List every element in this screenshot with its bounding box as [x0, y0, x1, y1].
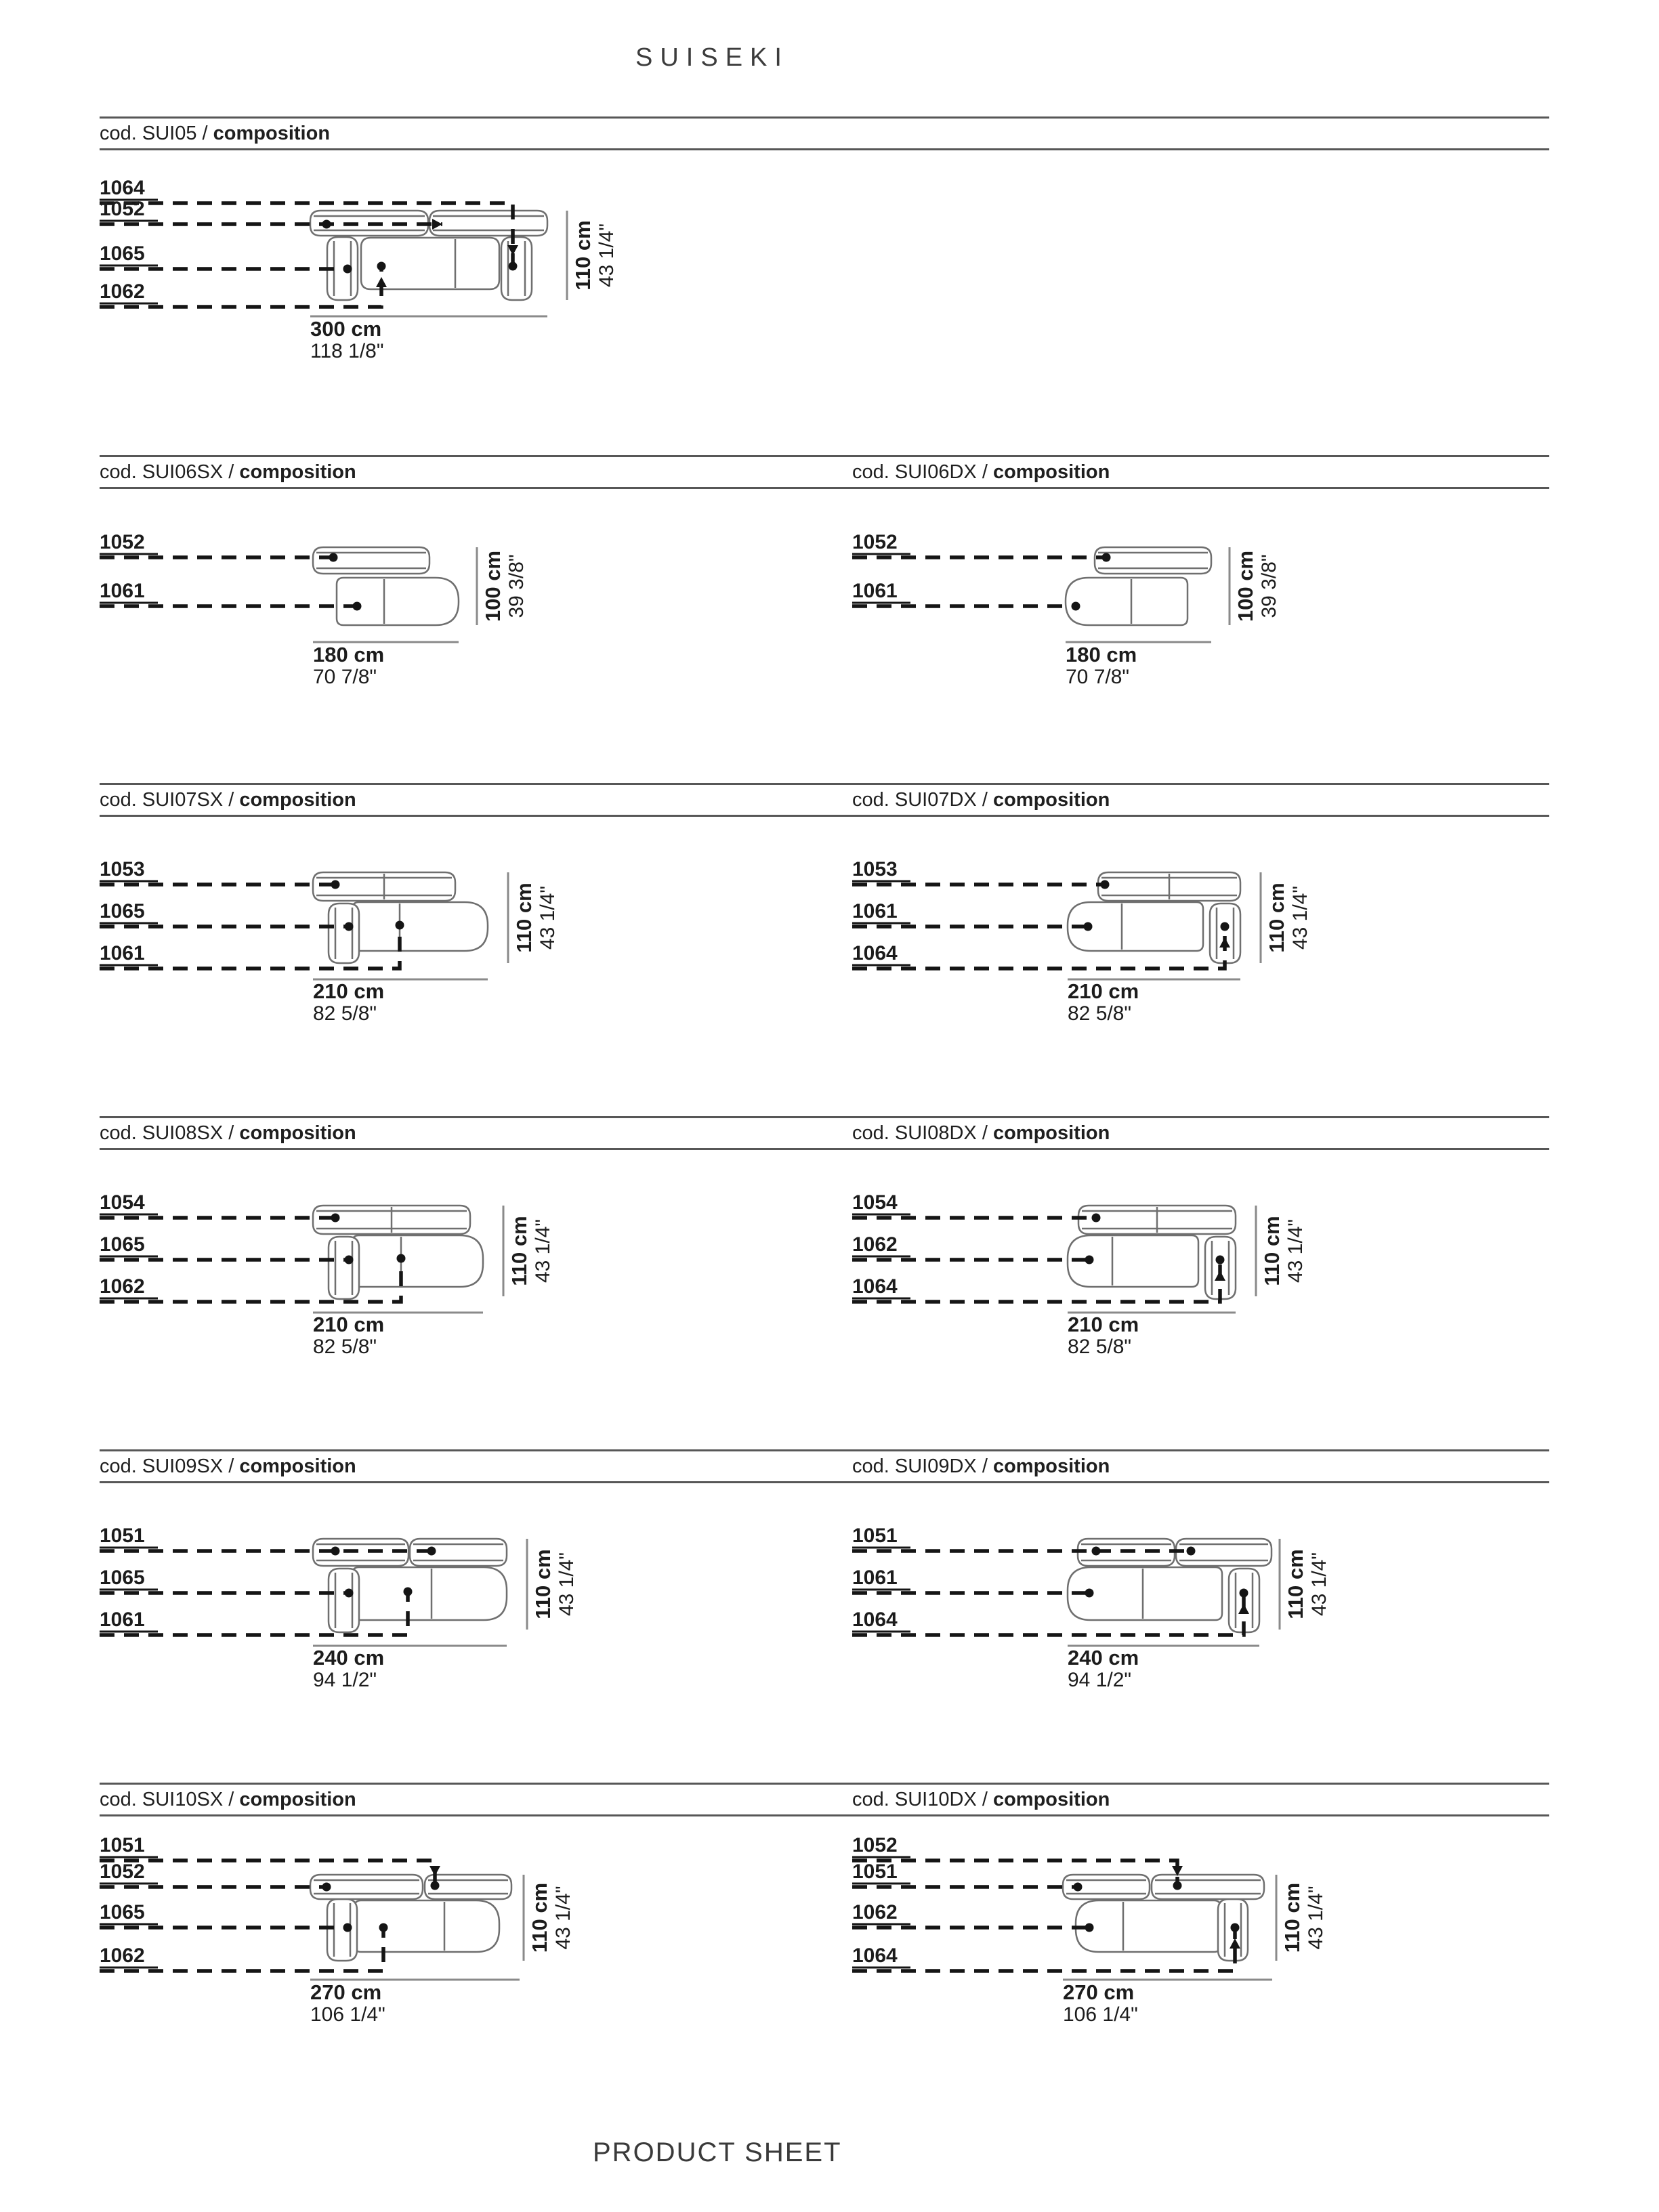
- height-dim-inches: 39 3/8": [1258, 554, 1280, 618]
- diagram-sui09sx: [100, 1449, 852, 1768]
- part-label: 1065: [100, 242, 145, 265]
- leader-endpoint-dot: [431, 1881, 440, 1890]
- part-label: 1062: [100, 280, 145, 303]
- diagram-sui06dx: [852, 455, 1605, 773]
- height-dim-inches: 43 1/4": [552, 1886, 574, 1950]
- diagram-sui05: [100, 116, 852, 435]
- section-code: cod. SUI06DX /: [852, 461, 988, 483]
- section-composition-label: composition: [992, 789, 1110, 811]
- leader-endpoint-dot: [1085, 1923, 1094, 1932]
- leader-endpoint-dot: [343, 265, 352, 274]
- width-dim-inches: 118 1/8": [310, 340, 384, 362]
- diagram-sui07sx: [100, 783, 852, 1101]
- leader-endpoint-dot: [1240, 1589, 1248, 1598]
- part-label: 1064: [100, 177, 145, 199]
- leader-endpoint-dot: [1187, 1547, 1196, 1556]
- width-dim-inches: 82 5/8": [1068, 1002, 1132, 1025]
- leader-endpoint-dot: [331, 1214, 340, 1222]
- section-code: cod. SUI09DX /: [852, 1455, 988, 1477]
- seat-cushion: [1076, 1900, 1221, 1952]
- leader-endpoint-dot: [1216, 1256, 1225, 1264]
- part-label: 1053: [100, 858, 145, 880]
- section-composition-label: composition: [239, 1122, 356, 1144]
- width-dim-cm: 210 cm: [1068, 979, 1139, 1003]
- part-label: 1054: [100, 1191, 145, 1214]
- diagram-sui10sx: [100, 1783, 852, 2101]
- part-label: 1051: [100, 1834, 145, 1856]
- seat-cushion: [337, 578, 459, 625]
- width-dim-inches: 82 5/8": [313, 1336, 377, 1358]
- width-dim-cm: 180 cm: [1066, 643, 1137, 666]
- diagram-sui06sx: [100, 455, 852, 773]
- part-label: 1052: [100, 531, 145, 553]
- height-dim-inches: 43 1/4": [555, 1552, 578, 1617]
- part-label: 1052: [100, 1860, 145, 1883]
- leader-endpoint-dot: [329, 553, 338, 562]
- section-composition-label: composition: [239, 789, 356, 811]
- section-composition-label: composition: [992, 1455, 1110, 1477]
- part-label: 1065: [100, 1901, 145, 1923]
- part-label: 1062: [852, 1901, 898, 1923]
- leader-endpoint-dot: [509, 262, 518, 271]
- leader-endpoint-dot: [345, 1589, 354, 1598]
- leader-endpoint-dot: [331, 880, 340, 889]
- section-composition-label: composition: [213, 123, 331, 144]
- armrest-panel: [327, 1899, 357, 1961]
- leader-endpoint-dot: [1102, 553, 1111, 562]
- width-dim-cm: 210 cm: [313, 1313, 385, 1336]
- seat-cushion: [352, 1567, 507, 1620]
- height-dim-inches: 43 1/4": [1305, 1886, 1327, 1950]
- section-code: cod. SUI07DX /: [852, 789, 988, 811]
- page-footer: PRODUCT SHEET: [593, 2137, 842, 2167]
- armrest-panel: [1210, 903, 1240, 963]
- height-dim-inches: 43 1/4": [1284, 1218, 1307, 1283]
- width-dim-cm: 240 cm: [1068, 1646, 1139, 1669]
- leader-endpoint-dot: [345, 1256, 354, 1264]
- sofa-plan-view: [313, 1539, 507, 1632]
- leader-endpoint-dot: [404, 1588, 413, 1596]
- sofa-plan-view: [310, 1875, 511, 1961]
- width-dim-cm: 210 cm: [1068, 1313, 1139, 1336]
- part-label: 1064: [852, 942, 898, 964]
- leader-endpoint-dot: [1221, 922, 1230, 931]
- leader-endpoint-dot: [1173, 1881, 1182, 1890]
- height-dim-cm: 110 cm: [1284, 1549, 1307, 1619]
- part-label: 1061: [100, 1609, 145, 1631]
- width-dim-inches: 94 1/2": [313, 1669, 377, 1691]
- width-dim-cm: 300 cm: [310, 317, 382, 341]
- page-title: SUISEKI: [635, 43, 789, 72]
- height-dim-cm: 110 cm: [1280, 1882, 1304, 1953]
- leader-endpoint-dot: [331, 1547, 340, 1556]
- width-dim-cm: 270 cm: [310, 1980, 382, 2004]
- height-dim-cm: 110 cm: [1265, 882, 1288, 953]
- part-label: 1061: [100, 942, 145, 964]
- diagram-sui07dx: [852, 783, 1605, 1101]
- section-code: cod. SUI05 /: [100, 123, 208, 144]
- section-code: cod. SUI07SX /: [100, 789, 234, 811]
- leader-endpoint-dot: [1074, 1883, 1083, 1892]
- seat-cushion: [354, 1900, 499, 1952]
- leader-endpoint-dot: [1085, 1589, 1094, 1598]
- section-code: cod. SUI09SX /: [100, 1455, 234, 1477]
- sofa-plan-view: [1066, 547, 1211, 625]
- part-label: 1064: [852, 1609, 898, 1631]
- leader-endpoint-dot: [1084, 922, 1093, 931]
- leader-endpoint-dot: [1072, 602, 1080, 611]
- width-dim-inches: 106 1/4": [1063, 2003, 1138, 2026]
- part-label: 1054: [852, 1191, 898, 1214]
- leader-endpoint-dot: [1101, 880, 1110, 889]
- height-dim-inches: 43 1/4": [1308, 1552, 1330, 1617]
- part-label: 1061: [100, 580, 145, 602]
- part-label: 1061: [852, 1567, 898, 1589]
- diagram-sui08sx: [100, 1116, 852, 1434]
- back-cushion: [1152, 1875, 1264, 1899]
- part-label: 1062: [100, 1944, 145, 1967]
- part-label: 1065: [100, 1567, 145, 1589]
- height-dim-inches: 43 1/4": [532, 1218, 554, 1283]
- part-label: 1065: [100, 900, 145, 922]
- leader-endpoint-dot: [1092, 1214, 1101, 1222]
- section-composition-label: composition: [239, 461, 356, 483]
- width-dim-inches: 82 5/8": [1068, 1336, 1132, 1358]
- part-label: 1051: [852, 1860, 898, 1883]
- leader-endpoint-dot: [397, 1254, 406, 1263]
- section-code: cod. SUI08DX /: [852, 1122, 988, 1144]
- leader-endpoint-dot: [1085, 1256, 1094, 1264]
- section-composition-label: composition: [239, 1455, 356, 1477]
- height-dim-cm: 110 cm: [1260, 1216, 1284, 1286]
- leader-endpoint-dot: [322, 220, 331, 229]
- height-dim-cm: 110 cm: [507, 1216, 531, 1286]
- width-dim-cm: 240 cm: [313, 1646, 385, 1669]
- height-dim-cm: 100 cm: [1234, 550, 1257, 622]
- leader-endpoint-dot: [343, 1923, 352, 1932]
- part-label: 1053: [852, 858, 898, 880]
- leader-endpoint-dot: [427, 1547, 436, 1556]
- leader-endpoint-dot: [377, 262, 386, 271]
- height-dim-inches: 43 1/4": [595, 223, 618, 288]
- armrest-panel: [329, 1569, 359, 1632]
- width-dim-cm: 180 cm: [313, 643, 385, 666]
- part-label: 1051: [100, 1525, 145, 1547]
- leader-endpoint-dot: [1231, 1923, 1240, 1932]
- armrest-panel: [329, 1237, 359, 1299]
- width-dim-inches: 70 7/8": [313, 666, 377, 688]
- section-code: cod. SUI08SX /: [100, 1122, 234, 1144]
- part-label: 1061: [852, 900, 898, 922]
- height-dim-cm: 110 cm: [531, 1549, 555, 1619]
- width-dim-inches: 82 5/8": [313, 1002, 377, 1025]
- back-cushion: [429, 211, 547, 236]
- section-composition-label: composition: [992, 1122, 1110, 1144]
- seat-cushion: [352, 902, 488, 951]
- part-label: 1052: [852, 1834, 898, 1856]
- part-label: 1051: [852, 1525, 898, 1547]
- section-composition-label: composition: [992, 461, 1110, 483]
- part-label: 1064: [852, 1944, 898, 1967]
- section-code: cod. SUI06SX /: [100, 461, 234, 483]
- section-composition-label: composition: [239, 1789, 356, 1810]
- seat-cushion: [352, 1235, 483, 1287]
- height-dim-inches: 43 1/4": [1289, 885, 1311, 950]
- part-label: 1065: [100, 1233, 145, 1256]
- part-label: 1062: [852, 1233, 898, 1256]
- part-label: 1052: [852, 531, 898, 553]
- leader-endpoint-dot: [322, 1883, 331, 1892]
- width-dim-cm: 270 cm: [1063, 1980, 1135, 2004]
- width-dim-inches: 70 7/8": [1066, 666, 1130, 688]
- leader-endpoint-dot: [379, 1923, 388, 1932]
- seat-cushion: [1066, 578, 1188, 625]
- part-label: 1064: [852, 1275, 898, 1298]
- leader-endpoint-dot: [345, 922, 354, 931]
- part-label: 1061: [852, 580, 898, 602]
- diagram-sui08dx: [852, 1116, 1605, 1434]
- diagram-sui10dx: [852, 1783, 1605, 2101]
- height-dim-inches: 43 1/4": [537, 885, 559, 950]
- leader-endpoint-dot: [396, 921, 404, 930]
- part-label: 1052: [100, 198, 145, 220]
- height-dim-inches: 39 3/8": [505, 554, 528, 618]
- sofa-plan-view: [1068, 872, 1240, 963]
- height-dim-cm: 100 cm: [481, 550, 505, 622]
- diagram-sui09dx: [852, 1449, 1605, 1768]
- height-dim-cm: 110 cm: [571, 220, 595, 291]
- width-dim-inches: 94 1/2": [1068, 1669, 1132, 1691]
- height-dim-cm: 110 cm: [512, 882, 536, 953]
- width-dim-cm: 210 cm: [313, 979, 385, 1003]
- section-composition-label: composition: [992, 1789, 1110, 1810]
- leader-endpoint-dot: [353, 602, 362, 611]
- back-cushion: [1095, 547, 1211, 574]
- width-dim-inches: 106 1/4": [310, 2003, 385, 2026]
- section-code: cod. SUI10SX /: [100, 1789, 234, 1810]
- section-code: cod. SUI10DX /: [852, 1789, 988, 1810]
- height-dim-cm: 110 cm: [528, 1882, 551, 1953]
- armrest-panel: [329, 903, 359, 963]
- leader-endpoint-dot: [1092, 1547, 1101, 1556]
- part-label: 1062: [100, 1275, 145, 1298]
